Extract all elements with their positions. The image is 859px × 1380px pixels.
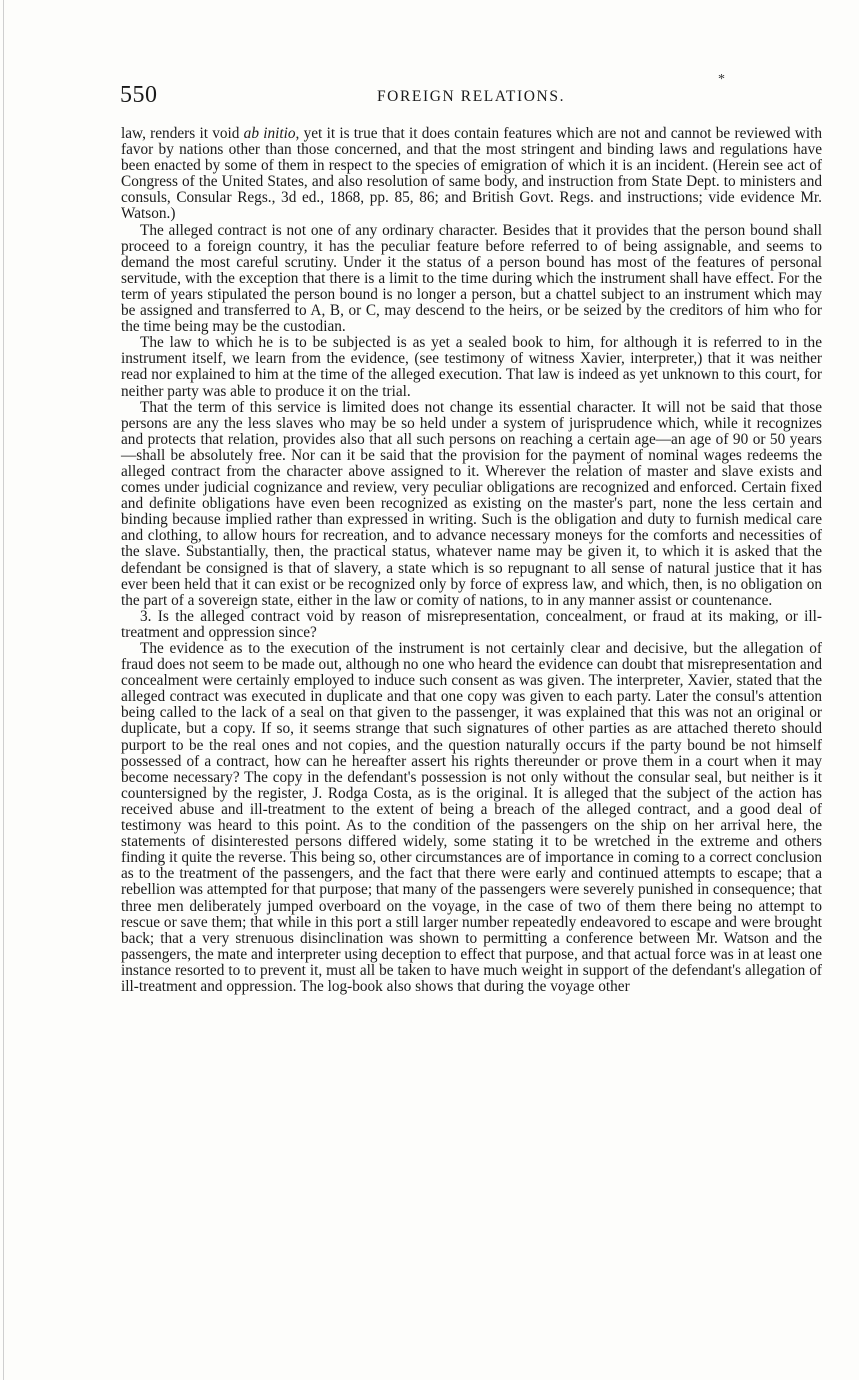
body-text [121,126,822,995]
paragraph-2: The alleged contract is not one of any ordinary character. Besides that it provides that the person bound shall proceed to a foreign country, it has the peculiar feature before referred to of being assignable, and seems to demand the most careful scrutiny. Under it the status of a person bound has most of the features of personal servitude, with the exception that there is a limit to the time during which the instrument shall have effect. For the term of years stipulated the person bound is no longer a person, but a chattel subject to an instrument which may be assigned and transferred to A, B, or C, may descend to the heirs, or be seized by the creditors of him who for the time being may be the custodian. [121,221,822,336]
paragraph-5: 3. Is the alleged contract void by reason of misrepresentation, concealment, or fraud at its making, or ill-treatment and oppression since? [121,607,822,641]
running-head: FOREIGN RELATIONS. [376,88,566,105]
page-header [120,82,822,114]
margin-mark: * [718,72,725,87]
page-gutter-line [3,0,4,1380]
paragraph-1 [121,126,822,223]
paragraph-1-start: law, renders it void [121,125,244,142]
latin-phrase: ab initio, [243,125,300,142]
paragraph-3: The law to which he is to be subjected is as yet a sealed book to him, for although it is referred to in the instrument itself, we learn from the evidence, (see testimony of witness Xavier, interpreter,) that it was neither read nor explained to him at the time of the alleged execution. That law is indeed as yet unknown to this court, for neither party was able to produce it on the trial. [121,334,822,400]
paragraph-4: That the term of this service is limited does not change its essential character. It will not be said that those persons are any the less slaves who may be so held under a system of jurisprudence which, while it recognizes and protects that relation, provides also that all such persons on reaching a certain age—an age of 90 or 50 years—shall be absolutely free. Nor can it be said that the provision for the payment of nominal wages redeems the alleged contract from the character above assigned to it. Wherever the relation of master and slave exists and comes under judicial cognizance and review, very peculiar obligations are recognized and enforced. Certain fixed and definite obligations have even been recognized as existing on the master's part, none the less certain and binding because implied rather than expressed in writing. Such is the obligation and duty to furnish medical care and clothing, to allow hours for recreation, and to advance necessary moneys for the comforts and necessities of the slave. Substantially, then, the practical status, whatever name may be given it, to which it is asked that the defendant be consigned is that of slavery, a state which is so repugnant to all sense of natural justice that it has ever been held that it can exist or be recognized only by force of express law, and which, then, is no obligation on the part of a sovereign state, either in the law or comity of nations, to in any manner assist or countenance. [121,398,822,609]
paragraph-6: The evidence as to the execution of the instrument is not certainly clear and decisive, but the allegation of fraud does not seem to be made out, although no one who heard the evidence can doubt that misrepresentation and concealment were certainly employed to induce such consent as was given. The interpreter, Xavier, stated that the alleged contract was executed in duplicate and that one copy was given to each party. Later the consul's attention being called to the lack of a seal on that given to the passenger, it was explained that this was not an original or duplicate, but a copy. If so, it seems strange that such signatures of other parties as are attached thereto should purport to be the real ones and not copies, and the question naturally occurs if the party bound be not himself possessed of a contract, how can he hereafter assert his rights thereunder or prove them in a court when it may become necessary? The copy in the defendant's possession is not only without the consular seal, but neither is it countersigned by the register, J. Rodga Costa, as is the original. It is alleged that the subject of the action has received abuse and ill-treatment to the extent of being a breach of the alleged contract, and a good deal of testimony was heard to this point. As to the condition of the passengers on the ship on her arrival here, the statements of disinterested persons differed widely, some stating it to be wretched in the extreme and others finding it quite the reverse. This being so, other circumstances are of importance in coming to a correct conclusion as to the treatment of the passengers, and the fact that there were early and continued attempts to escape; that a rebellion was attempted for that purpose; that many of the passengers were severely punished in consequence; that three men deliberately jumped overboard on the voyage, in the case of two of them there being no attempt to rescue or save them; that while in this port a still larger number repeatedly endeavored to escape and were brought back; that a very strenuous disinclination was shown to permitting a conference between Mr. Watson and the passengers, the mate and interpreter using deception to effect that purpose, and that actual force was in at least one instance resorted to to prevent it, must all be taken to have much weight in support of the defendant's allegation of ill-treatment and oppression. The log-book also shows that during the voyage other [121,640,822,995]
page-number: 550 [120,82,158,108]
paragraph-1-rest: yet it is true that it does contain features which are not and cannot be reviewed with favor by nations other than those concerned, and that the most stringent and binding laws and regulations have been enacted by some of them in respect to the species of emigration of which it is an incident. (Herein see act of Congress of the United States, and also resolution of same body, and instruction from State Dept. to ministers and consuls, Consular Regs., 3d ed., 1868, pp. 85, 86; and British Govt. Regs. and instructions; vide evidence Mr. Watson.) [121,125,822,223]
